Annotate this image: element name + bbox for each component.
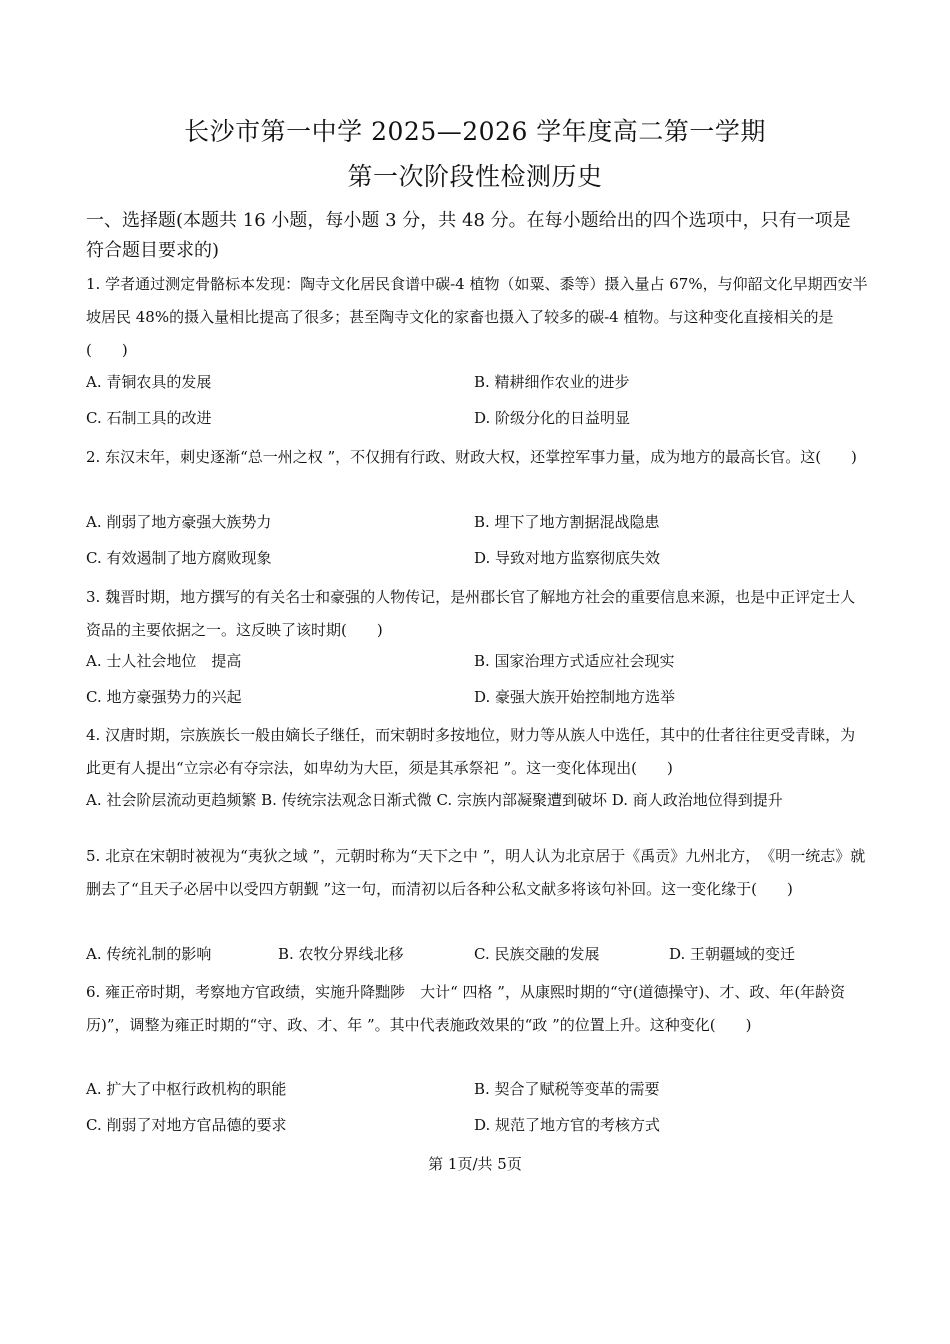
option-b: B. 农牧分界线北移 xyxy=(278,945,404,963)
question-1-options xyxy=(86,371,870,395)
option-b: B. 契合了赋税等变革的需要 xyxy=(474,1080,660,1098)
question-1-options-2 xyxy=(86,407,870,431)
option-d: D. 规范了地方官的考核方式 xyxy=(474,1116,661,1134)
question-3-options-2 xyxy=(86,686,870,710)
option-a: A. 削弱了地方豪强大族势力 xyxy=(86,513,272,531)
question-4-options: A. 社会阶层流动更趋频繁 B. 传统宗法观念日渐式微 C. 宗族内部凝聚遭到破坏 D. 商人政治地位得到提升 xyxy=(86,791,783,809)
exam-title: 长沙市第一中学 2025—2026 学年度高二第一学期 xyxy=(184,117,766,146)
option-d: D. 豪强大族开始控制地方选举 xyxy=(474,688,676,706)
exam-subtitle: 第一次阶段性检测历史 xyxy=(347,162,603,191)
question-5-stem: 5. 北京在宋朝时被视为“夷狄之域 ”，元朝时称为“天下之中 ”，明人认为北京居于《禹贡》九州北方， 《明一统志》就删去了“且天子必居中以受四方朝觐 ”这一句，而清初以后各种公私文献多将该句补回。这一变化缘于( ) xyxy=(86,847,866,898)
question-2-options xyxy=(86,511,870,535)
option-c: C. 民族交融的发展 xyxy=(474,945,600,963)
option-c: C. 地方豪强势力的兴起 xyxy=(86,688,242,706)
option-b: B. 埋下了地方割据混战隐患 xyxy=(474,513,660,531)
question-6-options xyxy=(86,1078,870,1102)
option-d: D. 王朝疆域的变迁 xyxy=(669,945,796,963)
option-c: C. 削弱了对地方官品德的要求 xyxy=(86,1116,287,1134)
option-b: B. 精耕细作农业的进步 xyxy=(474,373,630,391)
question-3-options xyxy=(86,650,870,674)
option-d: D. 导致对地方监察彻底失效 xyxy=(474,549,661,567)
option-a: A. 传统礼制的影响 xyxy=(86,945,212,963)
question-3-stem: 3. 魏晋时期，地方撰写的有关名士和豪强的人物传记，是州郡长官了解地方社会的重要信息来源，也是中正评定士人资品的主要依据之一。这反映了该时期( ) xyxy=(86,588,856,639)
question-6-options-2 xyxy=(86,1114,870,1138)
option-a: A. 扩大了中枢行政机构的职能 xyxy=(86,1080,287,1098)
option-d: D. 阶级分化的日益明显 xyxy=(474,409,631,427)
option-b: B. 国家治理方式适应社会现实 xyxy=(474,652,675,670)
question-4-stem: 4. 汉唐时期，宗族族长一般由嫡长子继任，而宋朝时多按地位，财力等从族人中选任，其中的仕者往往更受青睐，为此更有人提出“立宗必有夺宗法，如卑幼为大臣，须是其承祭祀 ”。这一变化体现出( ) xyxy=(86,726,856,777)
question-2-options-2 xyxy=(86,547,870,571)
question-2-stem: 2. 东汉末年，刺史逐渐“总一州之权 ”，不仅拥有行政、财政大权，还掌控军事力量，成为地方的最高长官。这( ) xyxy=(86,448,857,466)
option-a: A. 士人社会地位 提高 xyxy=(86,652,242,670)
option-c: C. 有效遏制了地方腐败现象 xyxy=(86,549,272,567)
question-1-stem: 1. 学者通过测定骨骼标本发现：陶寺文化居民食谱中碳-4 植物（如粟、黍等）摄入量占 67%，与仰韶文化早期西安半坡居民 48%的摄入量相比提高了很多；甚至陶寺文化的家畜也摄入了较多的碳-4 植物。与这种变化直接相关的是( ) xyxy=(86,275,868,359)
page-number: 第 1页/共 5页 xyxy=(428,1155,522,1173)
question-5-options xyxy=(86,943,870,967)
option-a: A. 青铜农具的发展 xyxy=(86,373,212,391)
question-6-stem: 6. 雍正帝时期，考察地方官政绩，实施升降黜陟 大计“ 四格 ”，从康熙时期的“守(道德操守)、才、政、年(年龄资历)”，调整为雍正时期的“守、政、才、年 ”。其中代表施政效果的“政 ”的位置上升。这种变化( ) xyxy=(86,983,846,1034)
option-c: C. 石制工具的改进 xyxy=(86,409,212,427)
section-heading: 一、选择题(本题共 16 小题，每小题 3 分，共 48 分。在每小题给出的四个选项中，只有一项是符合题目要求的) xyxy=(86,210,851,261)
